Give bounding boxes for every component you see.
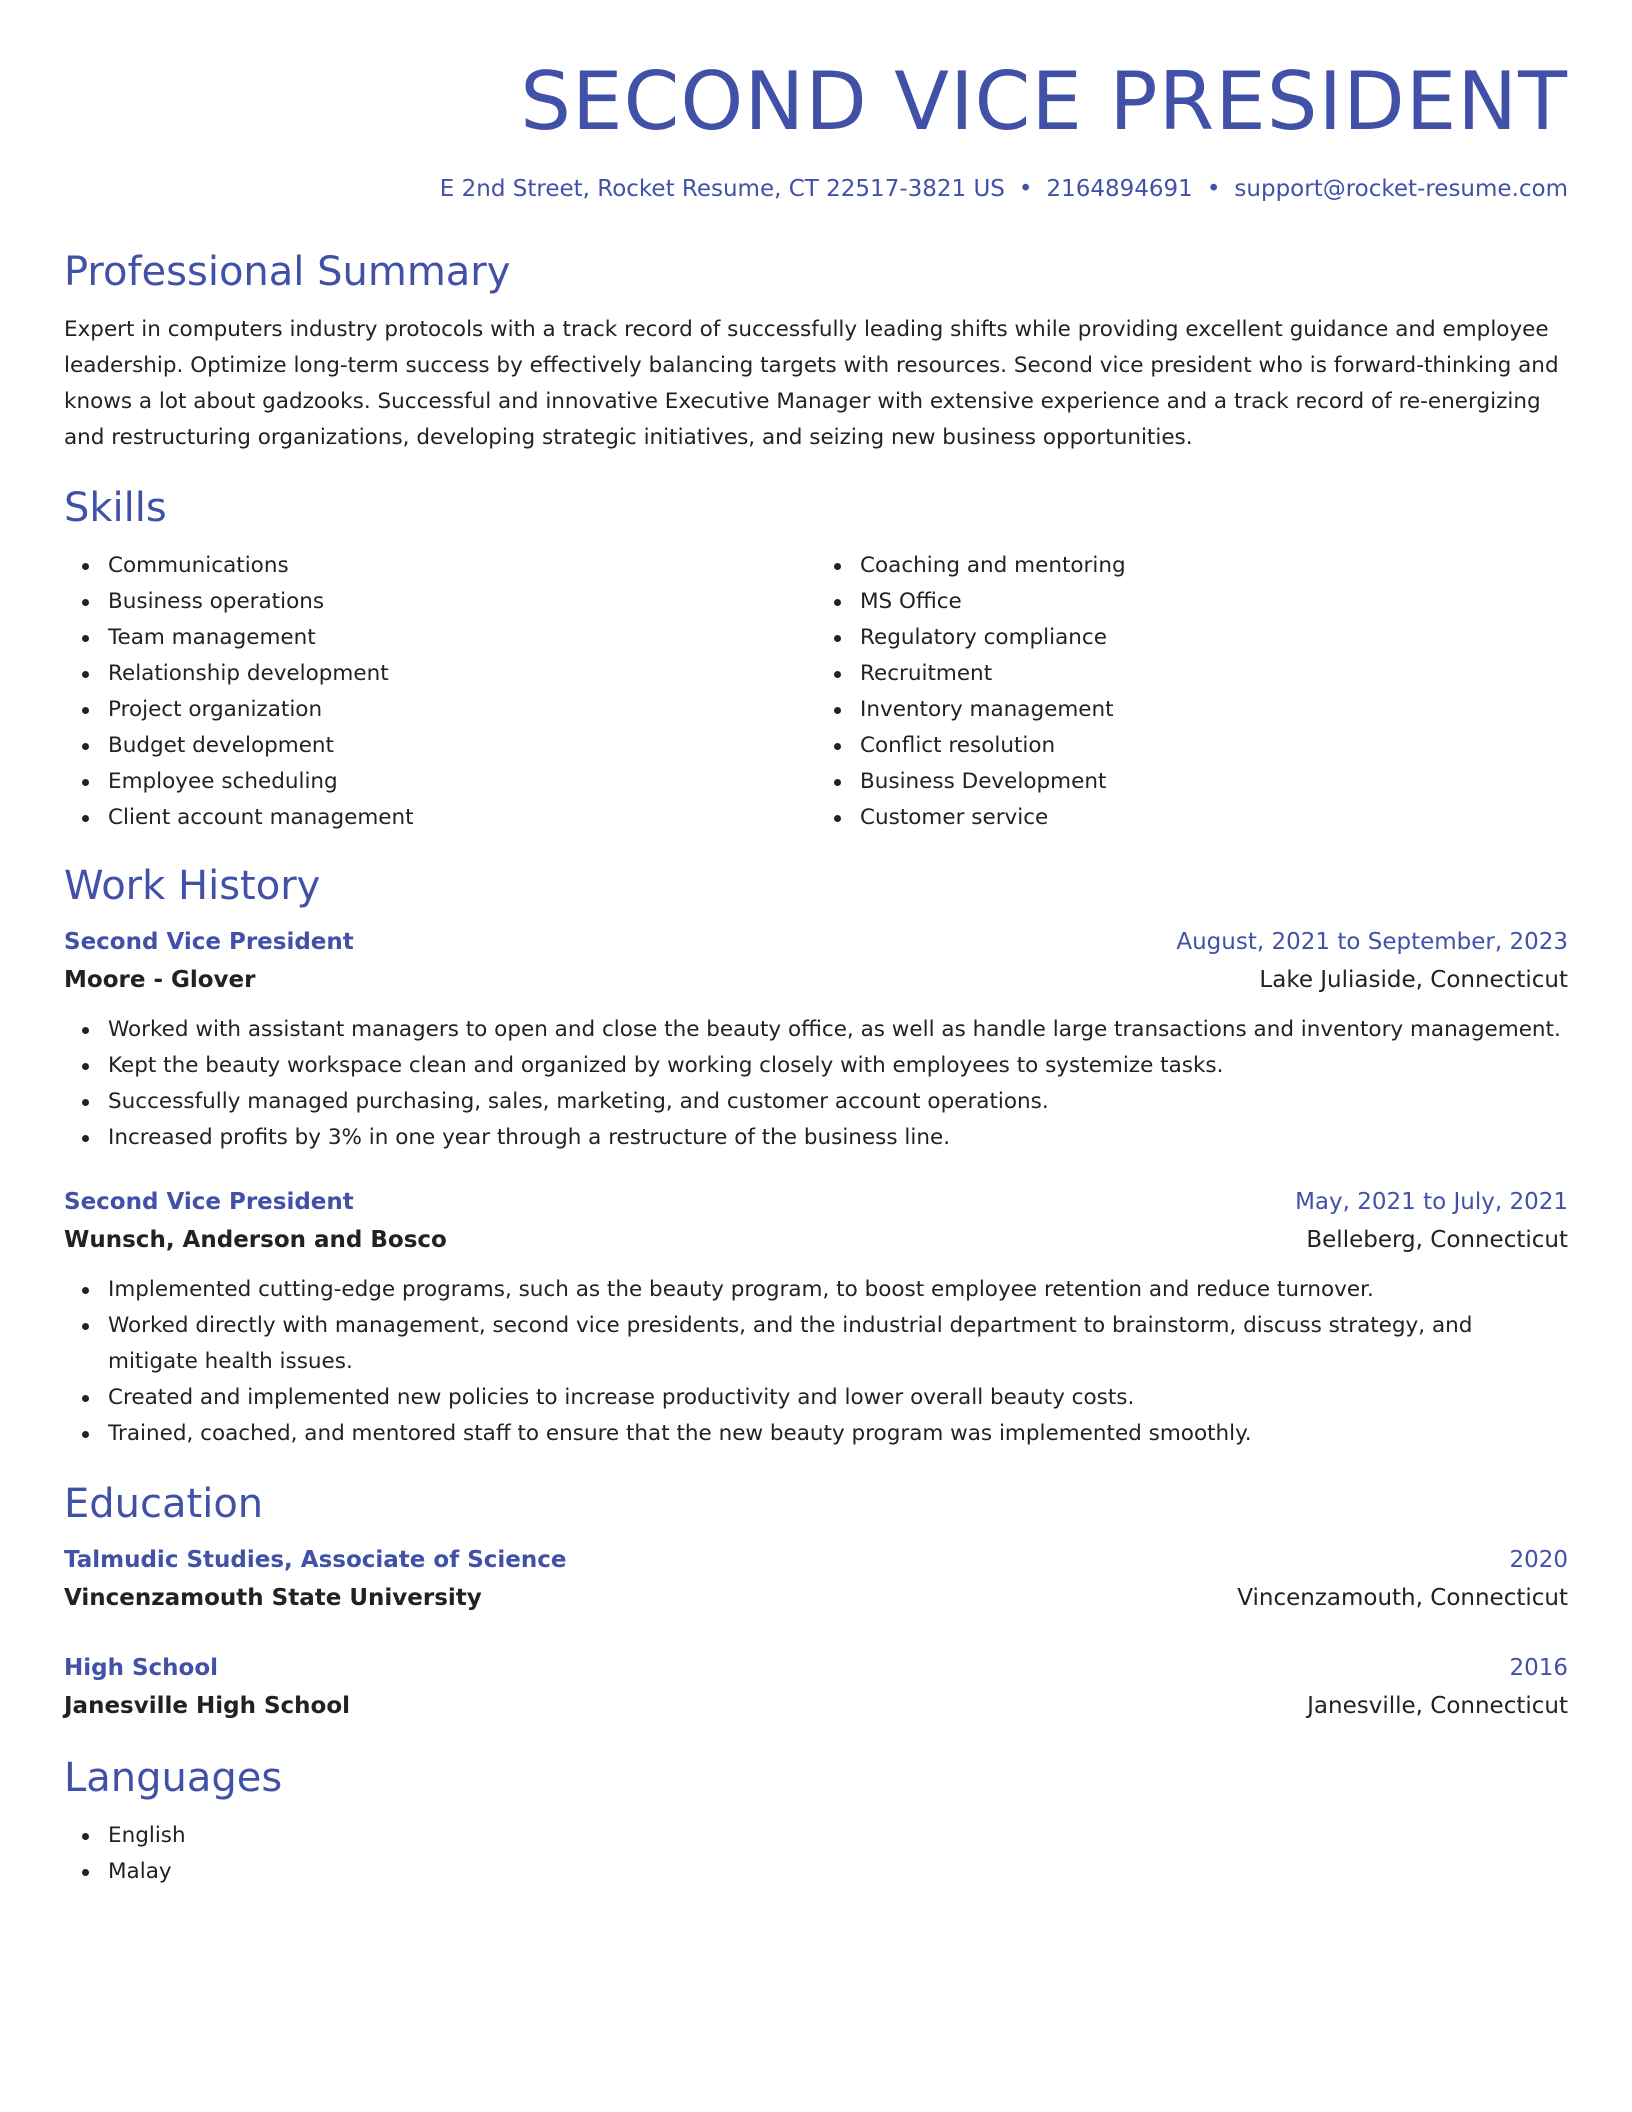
education-year: 2016: [1509, 1655, 1568, 1681]
skill-item: MS Office: [860, 584, 1568, 620]
job-company: Moore - Glover: [64, 967, 256, 993]
contact-separator: •: [1018, 176, 1033, 202]
job-location: Belleberg, Connecticut: [1306, 1227, 1568, 1253]
education-school: Vincenzamouth State University: [64, 1585, 482, 1611]
education-entry: [64, 1542, 1568, 1618]
skill-item: Project organization: [108, 692, 816, 728]
skill-item: Conflict resolution: [860, 728, 1568, 764]
job-bullet: Increased profits by 3% in one year through a restructure of the business line.: [108, 1120, 1568, 1156]
education-degree: High School: [64, 1655, 219, 1681]
education-section: [64, 1478, 1568, 1726]
skills-list-right: [816, 548, 1568, 836]
education-location: Vincenzamouth, Connecticut: [1237, 1585, 1568, 1611]
education-location: Janesville, Connecticut: [1307, 1693, 1568, 1719]
job-entry: [64, 1184, 1568, 1452]
job-bullet: Implemented cutting-edge programs, such as the beauty program, to boost employee retention and reduce turnover.: [108, 1272, 1568, 1308]
work-heading: Work History: [64, 863, 321, 909]
job-dates: August, 2021 to September, 2023: [1176, 929, 1568, 955]
education-entry: [64, 1650, 1568, 1726]
contact-email: support@rocket-resume.com: [1234, 176, 1568, 202]
summary-text: Expert in computers industry protocols with a track record of successfully leading shifts while providing excellent guidance and employee leadership. Optimize long-term success by effectively balancing targets with resources. Second vice president who is forward-thinking and knows a lot about gadzooks. Successful and innovative Executive Manager with extensive experience and a track record of re-energizing and restructuring organizations, developing strategic initiatives, and seizing new business opportunities.: [64, 317, 1559, 450]
job-bullet: Successfully managed purchasing, sales, marketing, and customer account operations.: [108, 1084, 1568, 1120]
skill-item: Regulatory compliance: [860, 620, 1568, 656]
education-school: Janesville High School: [64, 1693, 351, 1719]
skill-item: Employee scheduling: [108, 764, 816, 800]
summary-section: [64, 246, 1568, 456]
job-dates: May, 2021 to July, 2021: [1295, 1189, 1568, 1215]
job-bullet: Trained, coached, and mentored staff to ensure that the new beauty program was implemented smoothly.: [108, 1416, 1568, 1452]
skill-item: Recruitment: [860, 656, 1568, 692]
languages-list: [64, 1818, 1568, 1890]
contact-separator: •: [1206, 176, 1221, 202]
language-item: Malay: [108, 1854, 1568, 1890]
job-bullet: Worked directly with management, second vice presidents, and the industrial department to brainstorm, discuss strategy, and mitigate health issues.: [108, 1308, 1568, 1380]
job-title: Second Vice President: [64, 1189, 354, 1215]
job-company: Wunsch, Anderson and Bosco: [64, 1227, 447, 1253]
language-item: English: [108, 1818, 1568, 1854]
job-location: Lake Juliaside, Connecticut: [1259, 967, 1568, 993]
contact-address: E 2nd Street, Rocket Resume, CT 22517-3821 US: [439, 176, 1005, 202]
skill-item: Client account management: [108, 800, 816, 836]
skill-item: Business operations: [108, 584, 816, 620]
languages-heading: Languages: [64, 1755, 283, 1801]
skills-grid: [64, 548, 1568, 836]
skill-item: Coaching and mentoring: [860, 548, 1568, 584]
skills-heading: Skills: [64, 485, 167, 531]
skill-item: Budget development: [108, 728, 816, 764]
resume-title: SECOND VICE PRESIDENT: [520, 55, 1568, 148]
education-year: 2020: [1509, 1547, 1568, 1573]
skill-item: Customer service: [860, 800, 1568, 836]
job-bullets: [64, 1012, 1568, 1156]
languages-section: [64, 1752, 1568, 1890]
summary-heading: Professional Summary: [64, 249, 511, 295]
job-bullets: [64, 1272, 1568, 1452]
work-section: [64, 860, 1568, 1452]
job-bullet: Worked with assistant managers to open and close the beauty office, as well as handle large transactions and inventory management.: [108, 1012, 1568, 1048]
skill-item: Business Development: [860, 764, 1568, 800]
job-entry: [64, 924, 1568, 1156]
skill-item: Inventory management: [860, 692, 1568, 728]
skill-item: Team management: [108, 620, 816, 656]
contact-phone: 2164894691: [1046, 176, 1193, 202]
skill-item: Relationship development: [108, 656, 816, 692]
skills-section: [64, 482, 1568, 836]
education-degree: Talmudic Studies, Associate of Science: [64, 1547, 567, 1573]
education-heading: Education: [64, 1481, 264, 1527]
skill-item: Communications: [108, 548, 816, 584]
job-title: Second Vice President: [64, 929, 354, 955]
job-bullet: Created and implemented new policies to increase productivity and lower overall beauty costs.: [108, 1380, 1568, 1416]
skills-list-left: [64, 548, 816, 836]
contact-line: [64, 174, 1568, 204]
job-bullet: Kept the beauty workspace clean and organized by working closely with employees to systemize tasks.: [108, 1048, 1568, 1084]
